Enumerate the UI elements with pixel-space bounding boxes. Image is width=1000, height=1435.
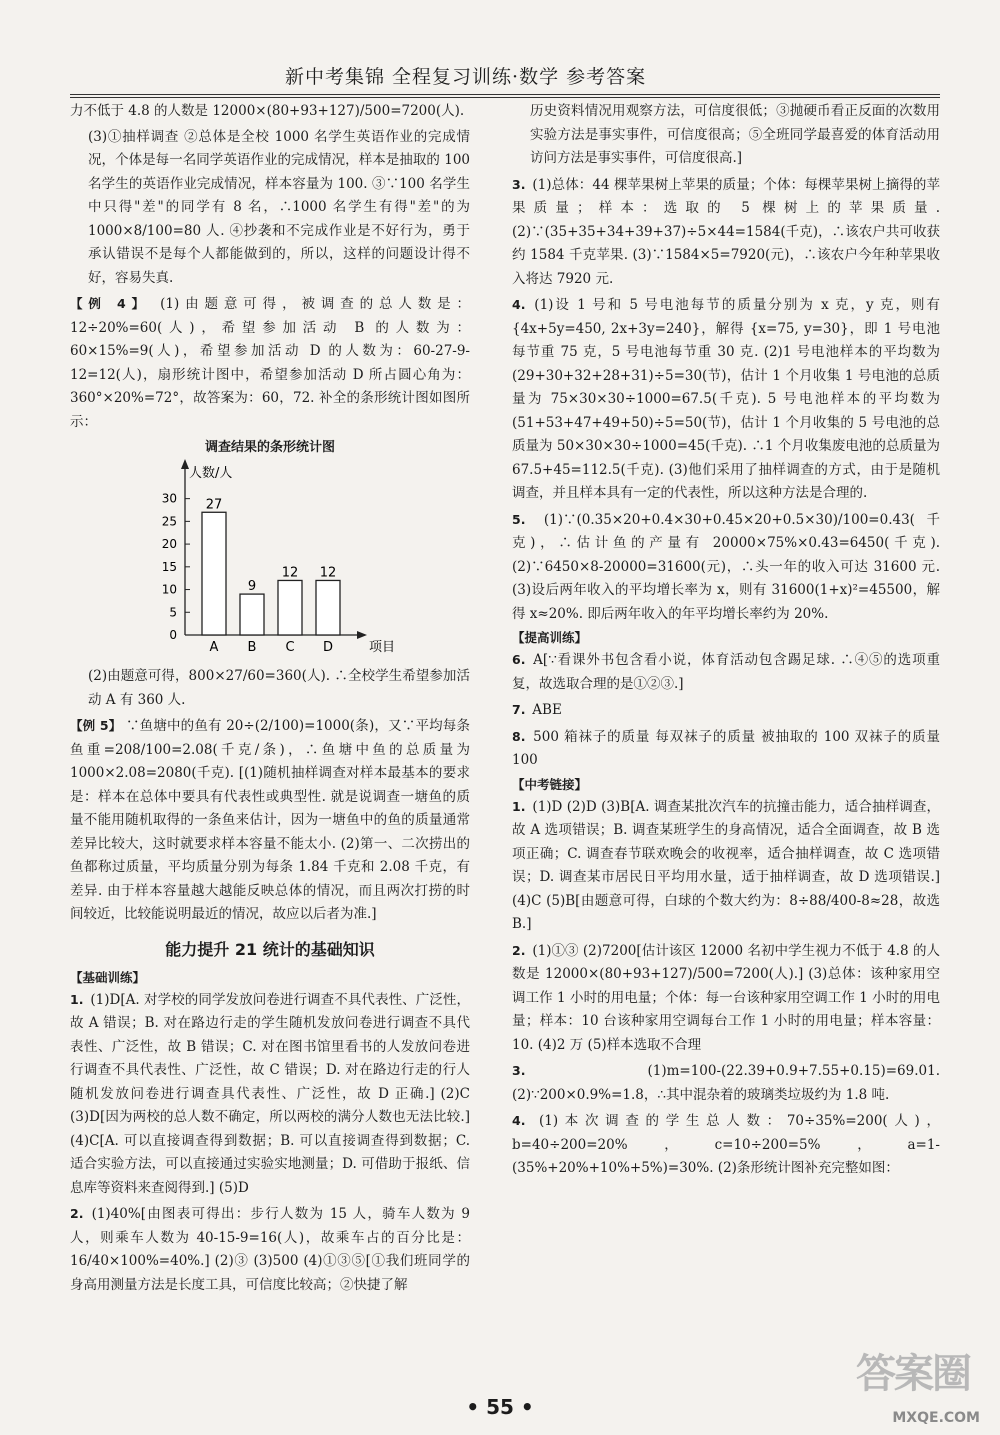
chart-title: 调查结果的条形统计图: [204, 440, 335, 455]
y-tick-label: 10: [161, 582, 177, 597]
bar-chart-svg: [70, 455, 470, 660]
watermark-logo: [800, 1340, 990, 1430]
y-tick-label: 30: [161, 491, 177, 506]
x-tick-label: B: [247, 640, 257, 655]
x-axis-arrow: [357, 631, 367, 639]
header-rule-top: [70, 94, 940, 95]
question-4-text: (1)设 1 号和 5 号电池每节的质量分别为 x 克，y 克，则有 {4x+5y=450, 2x+3y=240}，解得 {x=75, y=30}，即 1 号电池每节重 75 克，5 号电池每节重 30 克. (2)1 号电池样本的平均数为(29+30+32+28+31)÷5=30(节)，估计 1 个月收集 1 号电池的总质量为 75×30×30÷1000=67.5(千克). 5 号电池样本的平均数为(51+53+47+49+50)÷5=50(节)，估计 1 个月收集的 5 号电池的总质量为 50×30×30÷1000=45(千克). ∴1 个月收集废电池的总质量为 67.5+45=112.5(千克). (3)他们采用了抽样调查的方式，由于是随机调查，并且样本具有一定的代表性，所以这种方法是合理的.: [512, 297, 940, 501]
y-tick-label: 25: [161, 514, 177, 529]
question-5-text: (1)∵(0.35×20+0.4×30+0.45×20+0.5×30)/100=0.43(千克)，∴估计鱼的产量有 20000×75%×0.43=6450(千克). (2)∵6450×8-20000=31600(元)，∴头一年的收入可达 31600 元. (3)设后两年收入的平均增长率为 x，则有 31600(1+x)²=45500，解得 x≈20%. 即后两年收入的年平均增长率约为 20%.: [512, 511, 941, 622]
example-4-part-2: (2)由题意可得，800×27/60=360(人). ∴全校学生希望参加活动 A 有 360 人.: [88, 668, 470, 708]
exam-question-2: [512, 939, 940, 1058]
question-6-text: A[∵看课外书包含看小说，体育活动包含踢足球. ∴④⑤的选项重复，故选取合理的是①②③.]: [512, 652, 940, 692]
example-4-tag: 【例 4】: [70, 296, 150, 311]
right-column: [512, 100, 940, 1183]
question-3-number: 3.: [512, 176, 526, 192]
bar-value-label: 27: [205, 497, 223, 513]
bar: [316, 580, 340, 635]
page-number: • 55 •: [466, 1395, 534, 1419]
y-axis-arrow: [181, 459, 189, 469]
bar-value-label: 9: [247, 579, 257, 595]
x-tick-label: A: [209, 640, 219, 655]
left-column: [70, 100, 470, 1299]
question-3-text: (1)总体：44 棵苹果树上苹果的质量；个体：每棵苹果树上摘得的苹果质量；样本：选取的 5 棵树上的苹果质量. (2)∵(35+35+34+39+37)÷5×44=1584(千克)，∴该农户共可收获约 1584 千克苹果. (3)∵1584×5=7920(元)，∴该农户今年种苹果收入将达 7920 元.: [512, 176, 941, 287]
question-6: [512, 648, 940, 696]
exam-link-tag: 【中考链接】: [512, 776, 588, 792]
question-3: [512, 173, 940, 292]
question-5: [512, 508, 940, 627]
bar: [278, 580, 302, 635]
example-4-text: (1)由题意可得，被调查的总人数是：12÷20%=60(人)，希望参加活动 B 的人数为：60×15%=9(人)，希望参加活动 D 的人数为：60-27-9-12=12(人)，扇形统计图中，希望参加活动 D 所占圆心角为：360°×20%=72°，故答案为：60，72. 补全的条形统计图如图所示：: [70, 296, 471, 430]
exam-question-3-text: (1)m=100-(22.39+0.9+7.55+0.15)=69.01. (2)∵200×0.9%=1.8，∴其中混杂着的玻璃类垃圾约为 1.8 吨.: [512, 1063, 940, 1103]
question-7-text: ABE: [532, 702, 562, 718]
example-5-text: ∵鱼塘中的鱼有 20÷(2/100)=1000(条)，又∵平均每条鱼重=208/100=2.08(千克/条)，∴鱼塘中鱼的总质量为 1000×2.08=2080(千克). [(1)随机抽样调查对样本最基本的要求是：样本在总体中要具有代表性或典型性. 就是说调查一塘鱼的质量不能用随机取得的一条鱼来估计，因为一塘鱼中的鱼的质量通常差异比较大，这时就要求样本容量不能太小. (2)第一、二次捞出的鱼都称过质量，平均质量分别为每条 1.84 千克和 2.08 千克，有差异. 由于样本容量越大越能反映总体的情况，而且两次打捞的时间较近，比较能说明最近的情况，故应以后者为准.]: [70, 718, 470, 922]
question-7: [512, 698, 940, 723]
right-para-1: 历史资料情况用观察方法，可信度很低；③抛硬币看正反面的次数用实验方法是事实事件，可信度很高；⑤全班同学最喜爱的体育活动用访问方法是事实事件，可信度很高.]: [530, 103, 940, 166]
question-2: [70, 1202, 470, 1297]
x-axis-label: 项目: [369, 640, 396, 655]
y-tick-label: 0: [169, 628, 177, 642]
question-8: [512, 725, 940, 773]
y-tick-label: 15: [161, 559, 177, 574]
exam-question-3-number: 3.: [512, 1063, 526, 1078]
exam-question-1-text: (1)D (2)D (3)B[A. 调查某批次汽车的抗撞击能力，适合抽样调查，故 A 选项错误；B. 调查某班学生的身高情况，适合全面调查，故 B 选项正确；C. 调查春节联欢晚会的收视率，适合抽样调查，故 C 选项错误；D. 调查某市居民日平均用水量，适于抽样调查，故 D 选项错误.] (4)C (5)B[由题意可得，白球的个数大约为：8÷88/400-8≈28，故选 B.]: [512, 798, 940, 932]
question-2-number: 2.: [70, 1206, 84, 1221]
advanced-training-tag: 【提高训练】: [512, 630, 588, 645]
header-title: 新中考集锦 全程复习训练·数学 参考答案: [285, 66, 647, 88]
exam-question-3: [512, 1059, 940, 1107]
question-7-number: 7.: [512, 702, 526, 717]
question-4: [512, 293, 940, 506]
bar-value-label: 12: [281, 565, 299, 581]
x-tick-label: C: [285, 640, 295, 655]
watermark-logo-text: 答案圈: [856, 1351, 970, 1397]
exam-question-4: [512, 1109, 940, 1181]
exam-question-1: [512, 795, 940, 937]
y-tick-label: 20: [161, 537, 177, 552]
basic-training-tag: 【基础训练】: [70, 969, 146, 985]
y-tick-label: 5: [169, 605, 177, 620]
question-1-text: (1)D[A. 对学校的同学发放问卷进行调查不具代表性、广泛性，故 A 错误；B. 对在路边行走的学生随机发放问卷进行调查不具代表性、广泛性，故 B 错误；C. 对在图书馆里看书的人发放问卷进行调查不具代表性、广泛性，故 C 错误；D. 对在路边行走的行人随机发放问卷进行调查具代表性、广泛性，故 D 正确.] (2)C (3)D[因为两校的总人数不确定，所以两校的满分人数也无法比较.] (4)C[A. 可以直接调查得到数据；B. 可以直接调查得到数据；C. 适合实验方法，可以直接通过实验实地测量；D. 可借助于报纸、信息库等资料来查阅得到.] (5)D: [70, 991, 471, 1196]
example-5: [70, 714, 470, 927]
question-1: [70, 988, 470, 1201]
exam-question-2-text: (1)①③ (2)7200[估计该区 12000 名初中学生视力不低于 4.8 的人数是 12000×(80+93+127)/500=7200(人).] (3)总体：该种家用空调工作 1 小时的用电量；个体：每一台该种家用空调工作 1 小时的用电量；样本：10 台该种家用空调每台工作 1 小时的用电量；样本容量：10. (4)2 万 (5)样本选取不合理: [512, 942, 940, 1053]
x-tick-label: D: [322, 640, 334, 655]
y-axis-label: 人数/人: [189, 466, 233, 481]
exam-question-1-number: 1.: [512, 798, 526, 814]
bar-value-label: 12: [319, 565, 337, 581]
exam-question-4-text: (1)本次调查的学生总人数：70÷35%=200(人)，b=40÷200=20%，c=10÷200=5%，a=1-(35%+20%+10%+5%)=30%. (2)条形统计图补充完整如图：: [512, 1113, 940, 1176]
left-para-1: 力不低于 4.8 的人数是 12000×(80+93+127)/500=7200(人).: [70, 103, 465, 119]
bar: [240, 594, 264, 635]
exam-question-4-number: 4.: [512, 1113, 526, 1128]
example-4: [70, 292, 470, 434]
question-6-number: 6.: [512, 652, 526, 667]
header-rule-bottom: [70, 97, 940, 98]
left-para-2: (3)①抽样调查 ②总体是全校 1000 名学生英语作业的完成情况，个体是每一名同学英语作业的完成情况，样本是抽取的 100 名学生的英语作业完成情况，样本容量为 100. ③∵100 名学生中只得"差"的同学有 8 名，∴1000 名学生有得"差"的为 1000×8/100=80 人. ④抄袭和不完成作业是不好行为，勇于承认错误不是每个人都能做到的，所以，这样的问题设计得不好，容易失真.: [88, 128, 470, 286]
question-8-number: 8.: [512, 728, 526, 744]
question-4-number: 4.: [512, 297, 526, 312]
section-title: 能力提升 21 统计的基础知识: [165, 939, 375, 959]
question-5-number: 5.: [512, 511, 526, 527]
exam-question-2-number: 2.: [512, 942, 526, 958]
example-5-tag: 【例 5】: [70, 718, 122, 733]
bar-chart: [70, 455, 470, 665]
watermark-url: MXQE.COM: [892, 1410, 980, 1426]
question-1-number: 1.: [70, 991, 84, 1007]
question-8-text: 500 箱袜子的质量 每双袜子的质量 被抽取的 100 双袜子的质量 100: [512, 728, 940, 768]
bar: [202, 512, 226, 635]
question-2-text: (1)40%[由图表可得出：步行人数为 15 人，骑车人数为 9 人，则乘车人数为 40-15-9=16(人)，故乘车占的百分比是：16/40×100%=40%.] (2)③ (3)500 (4)①③⑤[①我们班同学的身高用测量方法是长度工具，可信度比较高；②快捷了解: [70, 1206, 470, 1293]
